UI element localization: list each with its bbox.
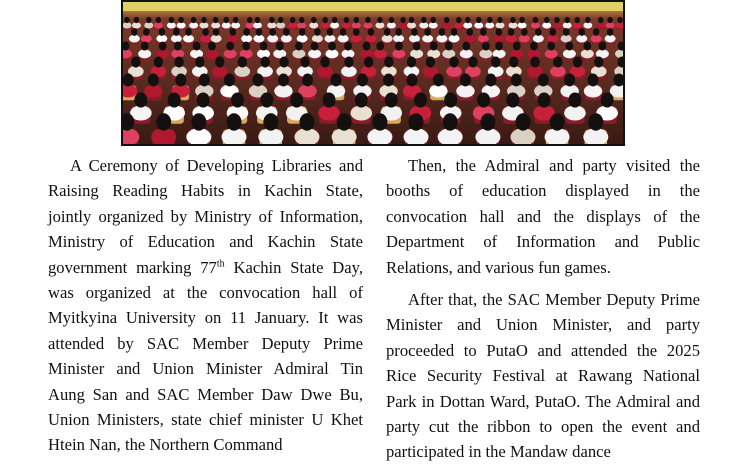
- person-body-shape: [605, 35, 616, 43]
- person-head-shape: [364, 57, 373, 68]
- person-body-shape: [211, 22, 220, 28]
- person-head-shape: [430, 41, 438, 50]
- person-head-shape: [134, 92, 147, 107]
- person-head-shape: [215, 57, 224, 68]
- person-head-shape: [406, 74, 417, 87]
- person-head-shape: [617, 17, 622, 23]
- person-head-shape: [300, 57, 309, 68]
- person-head-shape: [376, 41, 384, 50]
- person-head-shape: [213, 17, 218, 23]
- person-head-shape: [573, 57, 582, 68]
- person-body-shape: [154, 22, 163, 28]
- person-body-shape: [171, 35, 182, 43]
- article-right-column: [386, 153, 700, 465]
- person-body-shape: [561, 35, 572, 43]
- person-body-shape: [399, 22, 408, 28]
- person-head-shape: [131, 57, 140, 68]
- person-head-shape: [476, 17, 481, 23]
- person-head-shape: [538, 74, 549, 87]
- person-head-shape: [554, 17, 559, 23]
- person-head-shape: [344, 57, 353, 68]
- person-head-shape: [482, 41, 490, 50]
- person-body-shape: [422, 35, 433, 43]
- person-body-shape: [542, 22, 551, 28]
- person-head-shape: [568, 92, 581, 107]
- person-head-shape: [385, 92, 398, 107]
- audience-crowd-image: [123, 2, 623, 144]
- person-head-shape: [355, 92, 368, 107]
- person-body-shape: [281, 35, 292, 43]
- person-body-shape: [144, 22, 153, 28]
- person-head-shape: [411, 28, 418, 36]
- person-head-shape: [148, 74, 159, 87]
- person-head-shape: [607, 17, 612, 23]
- person-head-shape: [143, 28, 150, 36]
- person-body-shape: [276, 22, 285, 28]
- person-head-shape: [508, 28, 515, 36]
- person-body-shape: [267, 35, 278, 43]
- person-body-shape: [550, 66, 566, 77]
- person-head-shape: [230, 28, 237, 36]
- person-head-shape: [460, 74, 471, 87]
- person-body-shape: [449, 35, 460, 43]
- person-head-shape: [311, 41, 319, 50]
- article-paragraph: [48, 153, 363, 458]
- person-body-shape: [274, 85, 292, 98]
- person-head-shape: [506, 92, 519, 107]
- person-head-shape: [530, 41, 538, 50]
- person-head-shape: [511, 74, 522, 87]
- paragraph-text: A Ceremony of Developing Libraries and Raising Reading Habits in Kachin State, jointly organized by Ministry of Information, Ministry of Education and Kachin State government marking 77: [48, 156, 363, 277]
- person-body-shape: [382, 35, 393, 43]
- person-body-shape: [253, 22, 262, 28]
- person-head-shape: [174, 57, 183, 68]
- person-head-shape: [328, 41, 336, 50]
- person-head-shape: [323, 92, 336, 107]
- person-head-shape: [368, 28, 375, 36]
- person-head-shape: [594, 57, 603, 68]
- person-head-shape: [430, 17, 435, 23]
- person-body-shape: [563, 49, 576, 58]
- person-head-shape: [495, 41, 503, 50]
- person-head-shape: [168, 92, 181, 107]
- person-head-shape: [601, 92, 614, 107]
- person-head-shape: [327, 28, 334, 36]
- person-head-shape: [330, 74, 341, 87]
- person-body-shape: [442, 22, 451, 28]
- person-body-shape: [338, 35, 349, 43]
- person-head-shape: [465, 17, 470, 23]
- person-head-shape: [384, 28, 391, 36]
- person-head-shape: [247, 17, 252, 23]
- person-head-shape: [421, 17, 426, 23]
- person-body-shape: [545, 49, 558, 58]
- person-head-shape: [544, 17, 549, 23]
- person-body-shape: [596, 22, 605, 28]
- person-head-shape: [588, 113, 603, 131]
- person-body-shape: [324, 35, 335, 43]
- person-body-shape: [167, 22, 176, 28]
- person-body-shape: [222, 22, 231, 28]
- person-head-shape: [311, 17, 316, 23]
- person-head-shape: [302, 74, 313, 87]
- person-body-shape: [241, 35, 252, 43]
- person-head-shape: [173, 28, 180, 36]
- person-head-shape: [443, 113, 458, 131]
- person-head-shape: [395, 28, 402, 36]
- person-head-shape: [290, 92, 303, 107]
- person-head-shape: [585, 17, 590, 23]
- person-body-shape: [141, 35, 152, 43]
- person-body-shape: [436, 35, 447, 43]
- person-head-shape: [156, 17, 161, 23]
- person-body-shape: [387, 22, 396, 28]
- person-head-shape: [468, 57, 477, 68]
- person-head-shape: [363, 41, 371, 50]
- person-body-shape: [474, 22, 483, 28]
- person-head-shape: [159, 41, 167, 50]
- person-head-shape: [344, 41, 352, 50]
- person-head-shape: [598, 41, 606, 50]
- person-body-shape: [297, 22, 306, 28]
- audience-photo: [121, 0, 625, 146]
- person-head-shape: [224, 74, 235, 87]
- person-body-shape: [211, 35, 222, 43]
- person-head-shape: [256, 28, 263, 36]
- person-head-shape: [269, 17, 274, 23]
- person-body-shape: [351, 35, 362, 43]
- person-body-shape: [419, 22, 428, 28]
- person-head-shape: [409, 17, 414, 23]
- person-body-shape: [375, 22, 384, 28]
- person-body-shape: [508, 22, 517, 28]
- person-head-shape: [243, 28, 250, 36]
- person-head-shape: [191, 17, 196, 23]
- person-body-shape: [583, 22, 592, 28]
- person-body-shape: [533, 35, 544, 43]
- person-head-shape: [201, 17, 206, 23]
- person-body-shape: [144, 85, 162, 98]
- person-head-shape: [344, 17, 349, 23]
- person-head-shape: [314, 28, 321, 36]
- person-head-shape: [549, 28, 556, 36]
- person-body-shape: [231, 22, 240, 28]
- person-head-shape: [269, 28, 276, 36]
- person-head-shape: [320, 57, 329, 68]
- person-head-shape: [395, 41, 403, 50]
- person-head-shape: [444, 92, 457, 107]
- person-head-shape: [252, 74, 263, 87]
- person-head-shape: [409, 113, 424, 131]
- person-head-shape: [231, 92, 244, 107]
- person-body-shape: [576, 35, 587, 43]
- person-head-shape: [255, 17, 260, 23]
- person-body-shape: [407, 22, 416, 28]
- person-head-shape: [238, 57, 247, 68]
- person-head-shape: [156, 113, 171, 131]
- person-head-shape: [565, 41, 573, 50]
- person-body-shape: [245, 22, 254, 28]
- person-body-shape: [460, 49, 473, 58]
- person-head-shape: [384, 57, 393, 68]
- person-head-shape: [213, 28, 220, 36]
- person-head-shape: [233, 17, 238, 23]
- person-head-shape: [553, 57, 562, 68]
- person-head-shape: [565, 17, 570, 23]
- person-head-shape: [467, 28, 474, 36]
- person-body-shape: [288, 22, 297, 28]
- person-body-shape: [224, 49, 237, 58]
- person-head-shape: [538, 92, 551, 107]
- person-head-shape: [295, 41, 303, 50]
- person-head-shape: [607, 28, 614, 36]
- person-head-shape: [547, 41, 555, 50]
- person-body-shape: [309, 22, 318, 28]
- person-body-shape: [360, 49, 373, 58]
- person-head-shape: [456, 17, 461, 23]
- person-body-shape: [189, 22, 198, 28]
- person-body-shape: [606, 22, 615, 28]
- person-head-shape: [413, 41, 421, 50]
- person-head-shape: [208, 41, 216, 50]
- person-body-shape: [409, 35, 420, 43]
- person-head-shape: [227, 113, 242, 131]
- person-head-shape: [178, 17, 183, 23]
- person-body-shape: [318, 105, 340, 120]
- person-head-shape: [357, 74, 368, 87]
- person-head-shape: [242, 41, 250, 50]
- person-head-shape: [444, 17, 449, 23]
- person-head-shape: [283, 28, 290, 36]
- person-head-shape: [485, 74, 496, 87]
- person-head-shape: [583, 41, 591, 50]
- person-head-shape: [131, 28, 138, 36]
- person-head-shape: [332, 17, 337, 23]
- person-body-shape: [267, 22, 276, 28]
- person-body-shape: [321, 22, 330, 28]
- person-head-shape: [141, 41, 149, 50]
- person-head-shape: [340, 28, 347, 36]
- person-head-shape: [587, 74, 598, 87]
- person-body-shape: [129, 35, 140, 43]
- person-body-shape: [253, 35, 264, 43]
- person-body-shape: [531, 22, 540, 28]
- person-body-shape: [312, 35, 323, 43]
- person-body-shape: [573, 22, 582, 28]
- ordinal-suffix: th: [216, 258, 225, 270]
- person-head-shape: [513, 41, 521, 50]
- person-head-shape: [278, 17, 283, 23]
- person-body-shape: [308, 49, 321, 58]
- person-head-shape: [426, 57, 435, 68]
- person-head-shape: [389, 17, 394, 23]
- person-body-shape: [200, 35, 211, 43]
- person-body-shape: [350, 105, 372, 120]
- person-head-shape: [197, 92, 210, 107]
- person-head-shape: [414, 92, 427, 107]
- person-head-shape: [195, 57, 204, 68]
- person-head-shape: [299, 17, 304, 23]
- person-body-shape: [547, 35, 558, 43]
- person-head-shape: [477, 92, 490, 107]
- person-head-shape: [510, 17, 515, 23]
- person-head-shape: [598, 17, 603, 23]
- person-head-shape: [575, 17, 580, 23]
- person-body-shape: [463, 22, 472, 28]
- person-body-shape: [552, 22, 561, 28]
- person-body-shape: [464, 35, 475, 43]
- person-body-shape: [454, 22, 463, 28]
- person-head-shape: [337, 113, 352, 131]
- person-body-shape: [478, 35, 489, 43]
- person-body-shape: [326, 49, 339, 58]
- person-head-shape: [564, 74, 575, 87]
- person-head-shape: [372, 113, 387, 131]
- person-body-shape: [363, 22, 372, 28]
- person-body-shape: [352, 22, 361, 28]
- person-head-shape: [593, 28, 600, 36]
- person-head-shape: [299, 113, 314, 131]
- person-body-shape: [393, 35, 404, 43]
- person-head-shape: [491, 57, 500, 68]
- person-head-shape: [496, 28, 503, 36]
- person-head-shape: [509, 57, 518, 68]
- person-head-shape: [530, 57, 539, 68]
- person-body-shape: [235, 66, 251, 77]
- person-head-shape: [354, 17, 359, 23]
- person-body-shape: [183, 35, 194, 43]
- person-head-shape: [279, 57, 288, 68]
- person-head-shape: [480, 28, 487, 36]
- person-body-shape: [342, 22, 351, 28]
- person-head-shape: [353, 28, 360, 36]
- person-head-shape: [383, 74, 394, 87]
- person-head-shape: [260, 57, 269, 68]
- person-head-shape: [578, 28, 585, 36]
- person-head-shape: [199, 74, 210, 87]
- person-body-shape: [132, 22, 141, 28]
- person-head-shape: [169, 17, 174, 23]
- person-body-shape: [591, 35, 602, 43]
- person-head-shape: [445, 41, 453, 50]
- person-head-shape: [487, 17, 492, 23]
- person-body-shape: [199, 22, 208, 28]
- person-head-shape: [193, 41, 201, 50]
- person-head-shape: [535, 28, 542, 36]
- person-body-shape: [227, 35, 238, 43]
- person-head-shape: [263, 113, 278, 131]
- person-body-shape: [205, 49, 218, 58]
- person-head-shape: [439, 28, 446, 36]
- person-head-shape: [226, 41, 234, 50]
- person-body-shape: [156, 35, 167, 43]
- person-body-shape: [493, 35, 504, 43]
- person-head-shape: [174, 41, 182, 50]
- person-head-shape: [154, 57, 163, 68]
- person-body-shape: [563, 22, 572, 28]
- person-head-shape: [159, 28, 166, 36]
- person-body-shape: [581, 49, 594, 58]
- person-head-shape: [563, 28, 570, 36]
- person-body-shape: [317, 66, 333, 77]
- person-body-shape: [446, 66, 462, 77]
- person-head-shape: [424, 28, 431, 36]
- paragraph-text: Kachin State Day, was organized at the convocation hall of Myitkyina University on 11 January. It was attended by SAC Member Deputy Prime Minister and Union Minister Admiral Tin Aung San and SAC Member Daw Dwe Bu, Union Ministers, state chief minister U Khet Htein Nan, the Northern Command: [48, 257, 363, 455]
- person-body-shape: [506, 35, 517, 43]
- person-head-shape: [365, 17, 370, 23]
- person-body-shape: [177, 22, 186, 28]
- person-body-shape: [479, 49, 492, 58]
- person-head-shape: [278, 74, 289, 87]
- person-head-shape: [299, 28, 306, 36]
- person-head-shape: [224, 17, 229, 23]
- person-head-shape: [480, 113, 495, 131]
- person-head-shape: [497, 17, 502, 23]
- person-head-shape: [276, 41, 284, 50]
- article-left-column: [48, 153, 363, 458]
- article-paragraph: After that, the SAC Member Deputy Prime Minister and Union Minister, and party proceeded to PutaO and attended the 2025 Rice Security Festival at Rawang National Park in Dottan Ward, PutaO. The Admiral and party cut the ribbon to open the event and participated in the Mandaw dance: [386, 290, 700, 462]
- person-head-shape: [449, 57, 458, 68]
- person-head-shape: [322, 17, 327, 23]
- person-body-shape: [564, 105, 586, 120]
- person-head-shape: [191, 113, 206, 131]
- person-head-shape: [533, 17, 538, 23]
- person-head-shape: [433, 74, 444, 87]
- person-body-shape: [429, 22, 438, 28]
- person-head-shape: [185, 28, 192, 36]
- person-body-shape: [519, 35, 530, 43]
- person-body-shape: [374, 49, 387, 58]
- person-body-shape: [429, 85, 447, 98]
- person-head-shape: [134, 17, 139, 23]
- person-head-shape: [124, 17, 129, 23]
- person-body-shape: [392, 49, 405, 58]
- person-body-shape: [365, 35, 376, 43]
- person-head-shape: [377, 17, 382, 23]
- person-head-shape: [290, 17, 295, 23]
- person-body-shape: [212, 66, 228, 77]
- person-head-shape: [400, 17, 405, 23]
- person-head-shape: [260, 41, 268, 50]
- person-body-shape: [584, 85, 602, 98]
- person-body-shape: [456, 85, 474, 98]
- person-body-shape: [138, 49, 151, 58]
- person-head-shape: [451, 28, 458, 36]
- stage-banner: [123, 2, 623, 11]
- person-body-shape: [518, 22, 527, 28]
- person-body-shape: [330, 22, 339, 28]
- person-head-shape: [123, 74, 134, 87]
- person-head-shape: [407, 57, 416, 68]
- person-body-shape: [341, 66, 357, 77]
- person-body-shape: [297, 35, 308, 43]
- article-paragraph: Then, the Admiral and party visited the booths of education displayed in the convocation hall and the displays of the Department of Information and Public Relations, and various fun games.: [386, 156, 700, 277]
- person-head-shape: [202, 28, 209, 36]
- person-head-shape: [550, 113, 565, 131]
- person-head-shape: [462, 41, 470, 50]
- person-head-shape: [521, 28, 528, 36]
- person-head-shape: [260, 92, 273, 107]
- person-head-shape: [519, 17, 524, 23]
- person-head-shape: [515, 113, 530, 131]
- person-head-shape: [175, 74, 186, 87]
- person-body-shape: [496, 22, 505, 28]
- person-body-shape: [485, 22, 494, 28]
- person-head-shape: [146, 17, 151, 23]
